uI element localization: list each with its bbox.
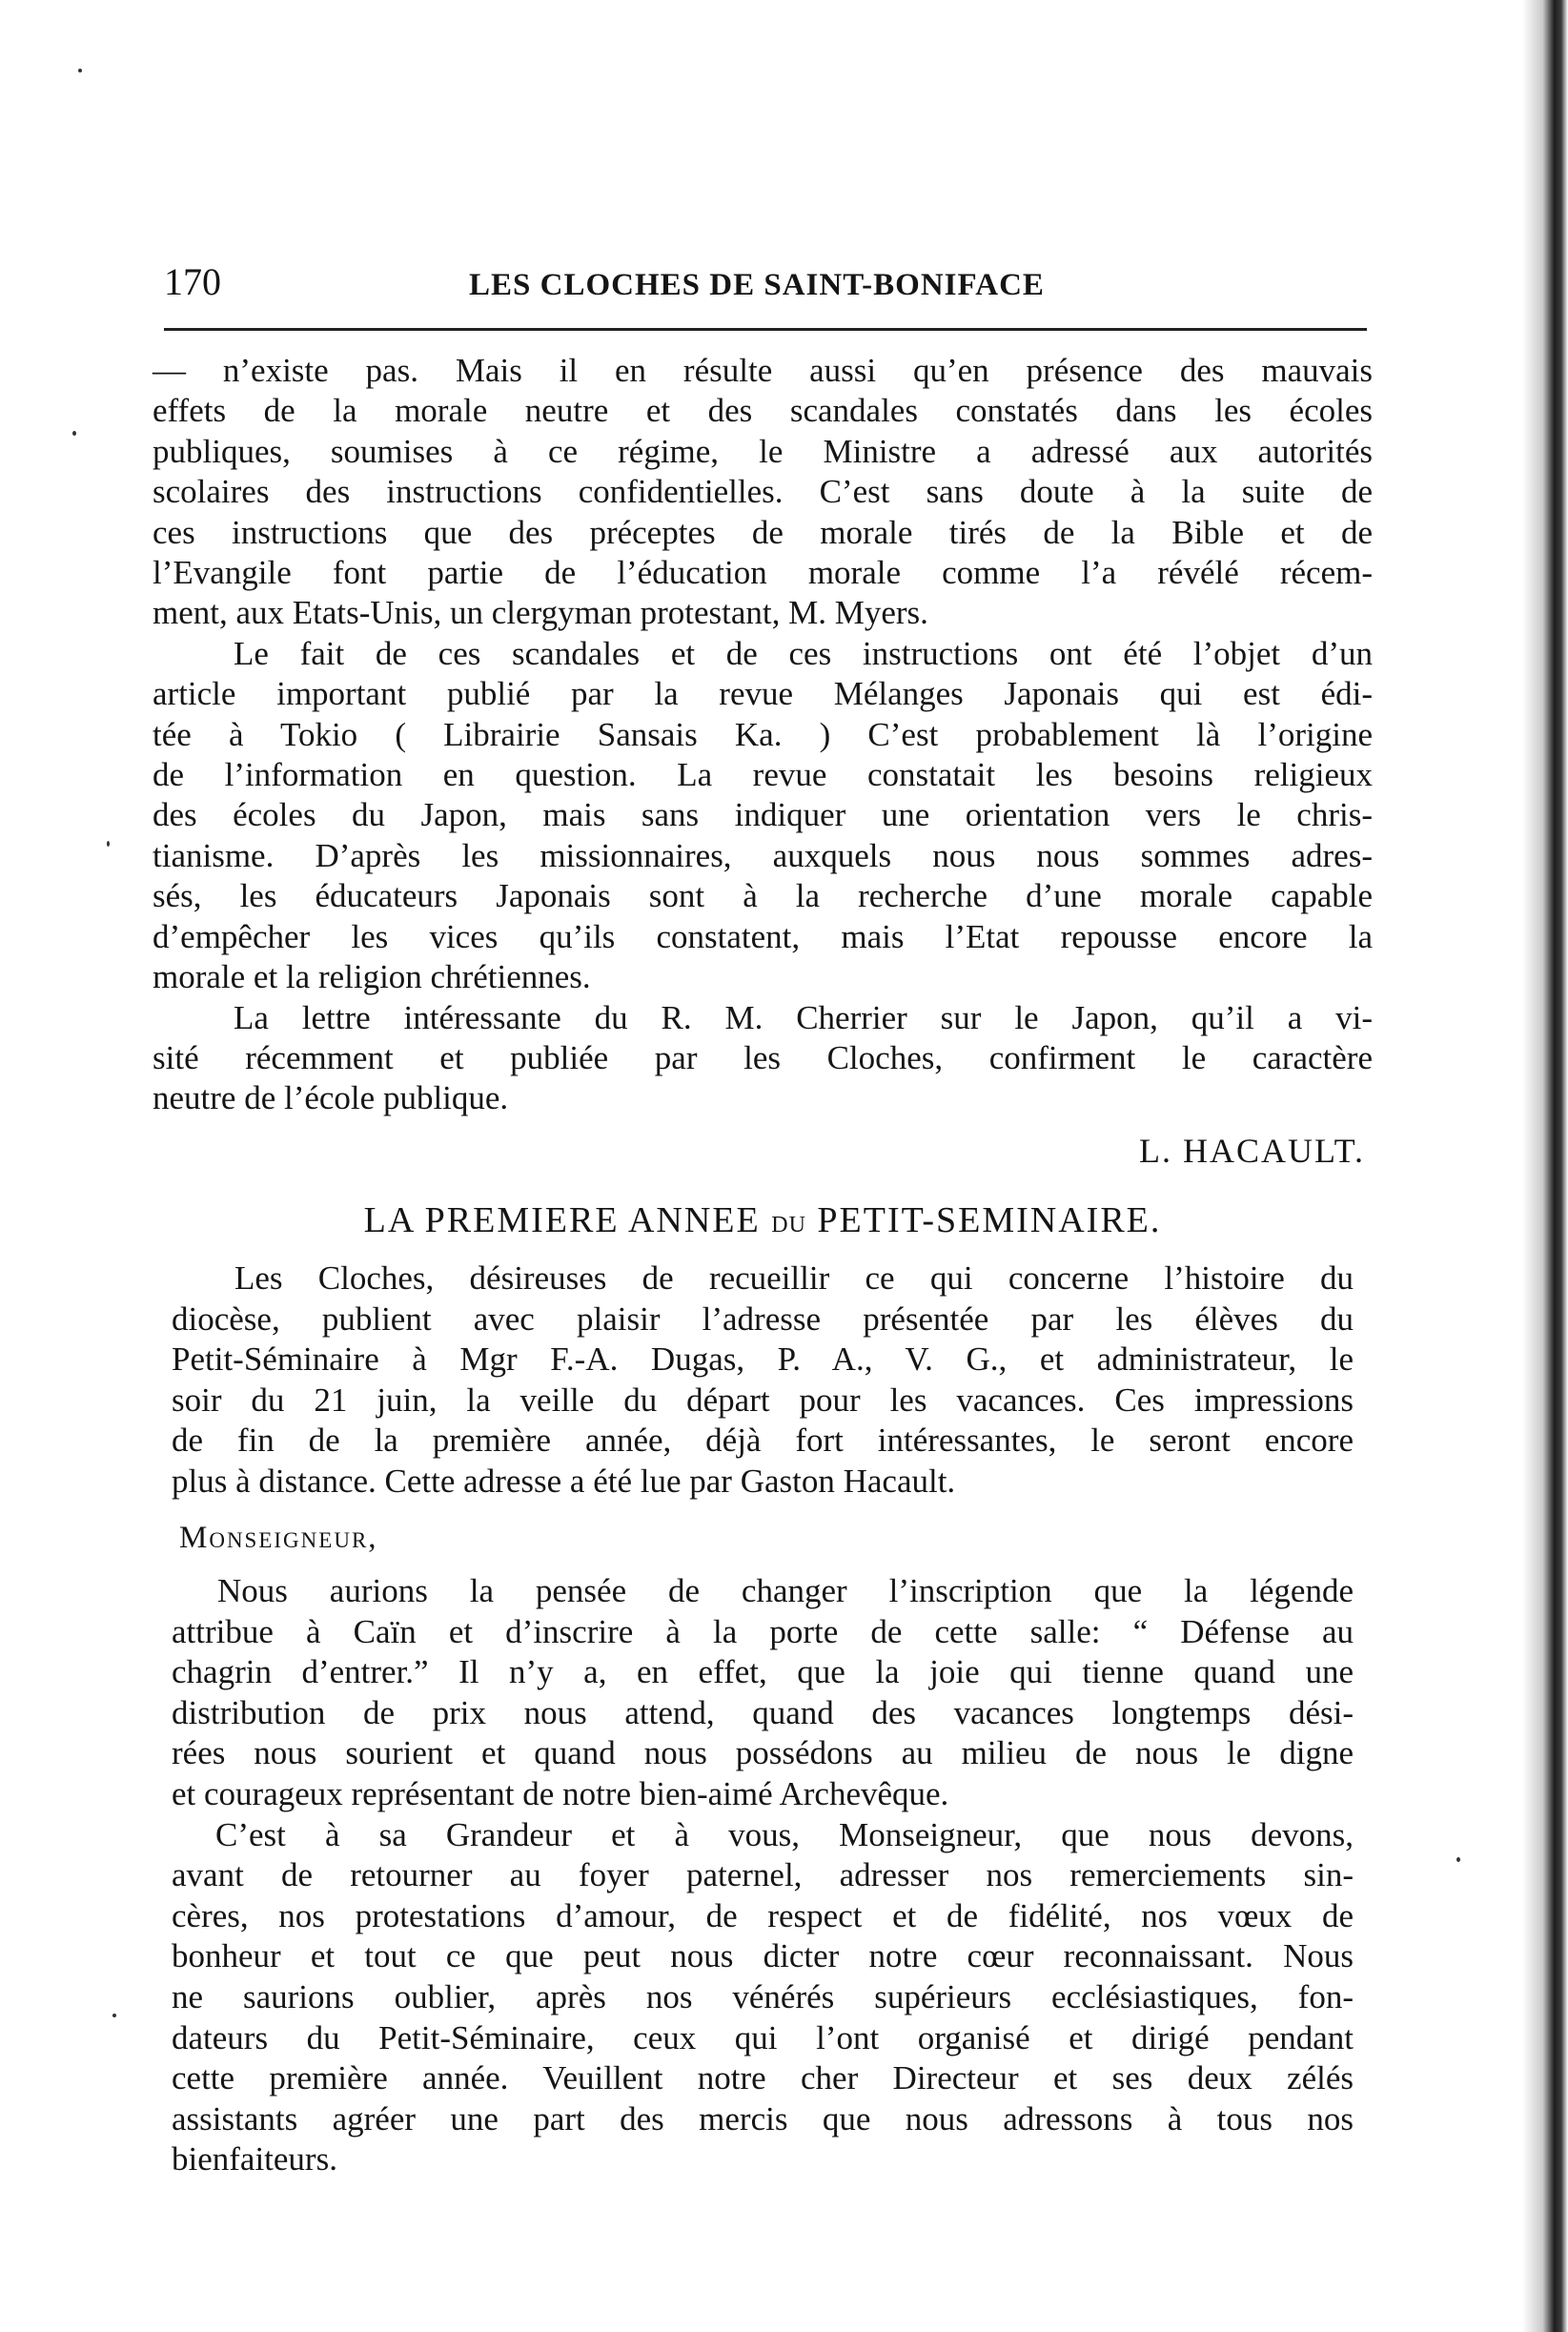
section-title-small: DU bbox=[771, 1213, 806, 1238]
text-line: attribue à Caïn et d’inscrire à la porte de cette salle: “ Défense au bbox=[172, 1612, 1354, 1650]
text-line: assistants agréer une part des mercis que nous adressons à tous nos bbox=[172, 2099, 1354, 2138]
text-line: Le fait de ces scandales et de ces instructions ont été l’objet d’un bbox=[234, 634, 1373, 672]
ink-speck bbox=[78, 69, 82, 72]
text-line: des écoles du Japon, mais sans indiquer une orientation vers le chris- bbox=[153, 796, 1373, 834]
text-line: sés, les éducateurs Japonais sont à la recherche d’une morale capable bbox=[153, 877, 1373, 915]
paragraph-6 bbox=[172, 1815, 1354, 2180]
ink-speck bbox=[72, 431, 76, 436]
paragraph-1 bbox=[153, 351, 1373, 634]
text-line: bonheur et tout ce que peut nous dicter notre cœur reconnaissant. Nous bbox=[172, 1937, 1354, 1975]
text-line: ment, aux Etats-Unis, un clergyman protestant, M. Myers. bbox=[153, 594, 928, 632]
text-line: sité récemment et publiée par les Cloches, confirment le caractère bbox=[153, 1038, 1373, 1076]
text-line: article important publié par la revue Mélanges Japonais qui est édi- bbox=[153, 675, 1373, 713]
article-body bbox=[153, 351, 1373, 1119]
paragraph-3 bbox=[153, 998, 1373, 1119]
text-line: Petit-Séminaire à Mgr F.-A. Dugas, P. A., V. G., et administrateur, le bbox=[172, 1340, 1354, 1379]
paragraph-2 bbox=[153, 634, 1373, 998]
paragraph-4 bbox=[172, 1258, 1354, 1503]
text-line: effets de la morale neutre et des scandales constatés dans les écoles bbox=[153, 392, 1373, 430]
author-signature: L. HACAULT. bbox=[1139, 1132, 1365, 1170]
text-line: Les Cloches, désireuses de recueillir ce qui concerne l’histoire du bbox=[234, 1259, 1354, 1297]
text-line: l’Evangile font partie de l’éducation morale comme l’a révélé récem- bbox=[153, 554, 1373, 592]
paragraph-5 bbox=[172, 1571, 1354, 1815]
section-body bbox=[172, 1258, 1354, 1503]
binding-edge-shadow bbox=[1522, 0, 1568, 2332]
text-line: neutre de l’école publique. bbox=[153, 1079, 509, 1117]
page-number: 170 bbox=[164, 260, 221, 303]
text-line: et courageux représentant de notre bien-aimé Archevêque. bbox=[172, 1774, 949, 1812]
text-line: plus à distance. Cette adresse a été lue par Gaston Hacault. bbox=[172, 1462, 956, 1500]
page-header bbox=[164, 256, 1367, 313]
text-line: bienfaiteurs. bbox=[172, 2140, 337, 2179]
text-line: chagrin d’entrer.” Il n’y a, en effet, que la joie qui tienne quand une bbox=[172, 1653, 1354, 1691]
text-line: ces instructions que des préceptes de morale tirés de la Bible et de bbox=[153, 513, 1373, 551]
text-line: publiques, soumises à ce régime, le Ministre a adressé aux autorités bbox=[153, 432, 1373, 470]
text-line: morale et la religion chrétiennes. bbox=[153, 958, 591, 996]
text-line: de l’information en question. La revue constatait les besoins religieux bbox=[153, 756, 1373, 794]
ink-speck bbox=[1456, 1857, 1460, 1862]
text-line: de fin de la première année, déjà fort intéressantes, le seront encore bbox=[172, 1422, 1354, 1460]
text-line: dateurs du Petit-Séminaire, ceux qui l’ont organisé et dirigé pendant bbox=[172, 2018, 1354, 2056]
salutation: Monseigneur, bbox=[179, 1521, 378, 1555]
text-line: C’est à sa Grandeur et à vous, Monseigneur, que nous devons, bbox=[215, 1815, 1354, 1853]
text-line: — n’existe pas. Mais il en résulte aussi qu’en présence des mauvais bbox=[153, 352, 1373, 389]
header-rule bbox=[164, 328, 1367, 331]
text-line: La lettre intéressante du R. M. Cherrier sur le Japon, qu’il a vi- bbox=[234, 998, 1373, 1036]
text-line: avant de retourner au foyer paternel, adresser nos remerciements sin- bbox=[172, 1856, 1354, 1894]
text-line: distribution de prix nous attend, quand des vacances longtemps dési- bbox=[172, 1693, 1354, 1731]
text-line: cette première année. Veuillent notre cher Directeur et ses deux zélés bbox=[172, 2059, 1354, 2097]
text-line: ne saurions oublier, après nos vénérés supérieurs ecclésiastiques, fon- bbox=[172, 1977, 1354, 2015]
text-line: soir du 21 juin, la veille du départ pour les vacances. Ces impressions bbox=[172, 1381, 1354, 1419]
text-line: tianisme. D’après les missionnaires, auxquels nous nous sommes adres- bbox=[153, 836, 1373, 874]
ink-speck bbox=[107, 841, 110, 847]
running-title: LES CLOCHES DE SAINT-BONIFACE bbox=[469, 268, 1045, 302]
text-line: scolaires des instructions confidentielles. C’est sans doute à la suite de bbox=[153, 473, 1373, 511]
text-line: Nous aurions la pensée de changer l’inscription que la légende bbox=[217, 1572, 1354, 1609]
section-title bbox=[153, 1197, 1373, 1249]
text-line: tée à Tokio ( Librairie Sansais Ka. ) C’est probablement là l’origine bbox=[153, 715, 1373, 753]
text-line: d’empêcher les vices qu’ils constatent, mais l’Etat repousse encore la bbox=[153, 917, 1373, 955]
section-title-part: LA PREMIERE ANNEE bbox=[363, 1200, 761, 1240]
section-title-part: PETIT-SEMINAIRE. bbox=[817, 1200, 1162, 1240]
text-line: diocèse, publient avec plaisir l’adresse présentée par les élèves du bbox=[172, 1299, 1354, 1338]
address-body bbox=[172, 1571, 1354, 2180]
text-line: cères, nos protestations d’amour, de respect et de fidélité, nos vœux de bbox=[172, 1896, 1354, 1934]
ink-speck bbox=[112, 2014, 116, 2017]
text-line: rées nous sourient et quand nous possédons au milieu de nous le digne bbox=[172, 1734, 1354, 1772]
